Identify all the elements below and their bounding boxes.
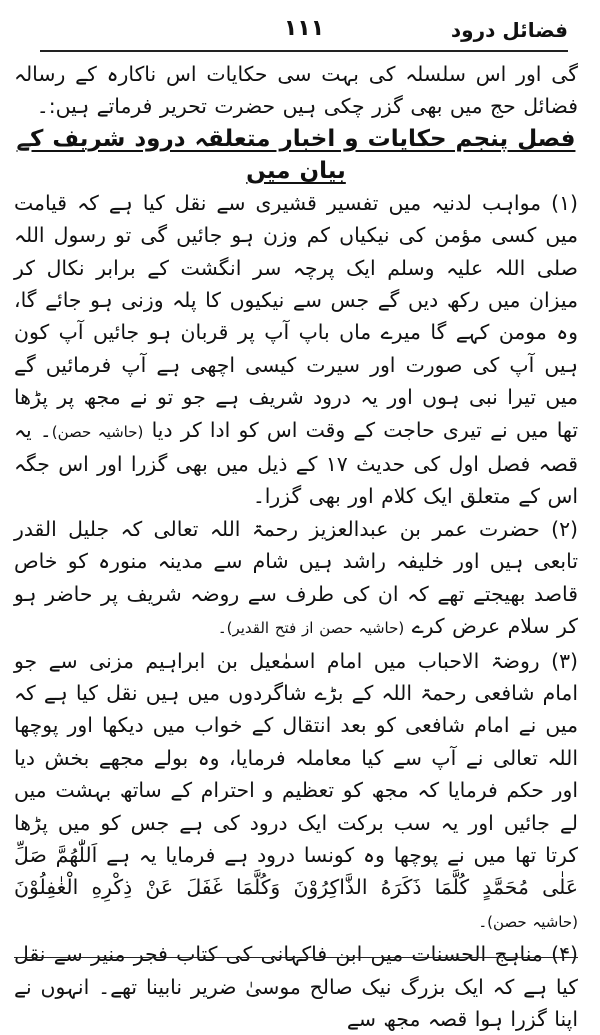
citation-2: (حاشیہ حصن از فتح القدیر)۔ [217, 619, 405, 638]
story-number-2: (۲) [551, 516, 578, 541]
story-paragraph-3 [14, 645, 578, 939]
citation-1: (حاشیہ حصن) [51, 422, 144, 441]
story-text-1: مواہب لدنیہ میں تفسیر قشیری سے نقل کیا ہے کہ قیامت میں کسی مؤمن کی نیکیاں کم وزن ہو جائیں گی تو رسول اللہ صلی اللہ علیہ وسلم ایک پرچہ سر انگشت کے برابر نکال کر میزان میں رکھ دیں گے جس سے نیکیوں کا پلہ وزنی ہو جائے گا، وہ مومن کہے گا میرے ماں باپ آپ پر قربان ہو جائیں آپ کون ہیں آپ کی صورت اور سیرت کیسی اچھی ہے آپ فرمائیں گے میں تیرا نبی ہوں اور یہ درود شریف ہے جو تو نے مجھ پر پڑھا تھا میں نے تیری حاجت کے وقت اس کو ادا کر دیا [14, 190, 578, 442]
section-heading-text: فصل پنجم حکایات و اخبار متعلقہ درود شریف کے بیان میں [16, 125, 576, 184]
footer-rule [14, 957, 578, 958]
page-number: ۱۱۱ [283, 16, 325, 41]
citation-3: (حاشیہ حصن)۔ [478, 912, 578, 931]
story-paragraph-4 [14, 938, 578, 1035]
story-text-3: روضۃ الاحباب میں امام اسمٰعیل بن ابراہیم مزنی سے جو امام شافعی رحمۃ اللہ کے بڑے شاگردوں میں ہیں نقل کیا ہے کہ میں نے امام شافعی کو بعد انتقال کے خواب میں دیکھا اور پوچھا اللہ تعالی نے آپ سے کیا معاملہ فرمایا، وہ بولے مجھے بخش دیا اور حکم فرمایا کہ مجھ کو تعظیم و احترام کے ساتھ بہشت میں لے جائیں اور یہ سب برکت ایک درود کی ہے جس کو میں پڑھا کرتا تھا میں نے پوچھا وہ کونسا درود ہے فرمایا یہ ہے اَللّٰهُمَّ صَلِّ عَلٰی مُحَمَّدٍ كُلَّمَا ذَكَرَهُ الذَّاكِرُوْنَ وَكُلَّمَا غَفَلَ عَنْ ذِكْرِهِ الْغٰفِلُوْنَ [14, 648, 578, 900]
story-tail-1: ۔ یہ قصہ فصل اول کی حدیث ۱۷ کے ذیل میں بھی گزرا اور اس جگہ اس کے متعلق ایک کلام اور بھی گزرا۔ [14, 417, 578, 509]
page-body [14, 58, 579, 1031]
story-number-4: (۴) [551, 942, 578, 967]
story-text-2: حضرت عمر بن عبدالعزیز رحمۃ اللہ تعالی کہ جلیل القدر تابعی ہیں اور خلیفہ راشد ہیں شام سے مدینہ منورہ کو خاص قاصد بھیجتے تھے کہ ان کی طرف سے روضہ شریف پر حاضر ہو کر سلام عرض کرے [14, 516, 578, 639]
story-paragraph-1 [14, 187, 578, 513]
story-number-3: (۳) [551, 648, 579, 673]
intro-paragraph: گی اور اس سلسلہ کی بہت سی حکایات اس ناکارہ کے رسالہ فضائل حج میں بھی گزر چکی ہیں حضرت تحریر فرماتے ہیں:۔ [14, 62, 578, 119]
section-heading [14, 123, 578, 187]
page-header [40, 14, 568, 52]
story-number-1: (۱) [551, 190, 579, 215]
running-title: فضائل درود [450, 18, 568, 42]
story-paragraph-2 [14, 513, 578, 645]
story-text-4: مناہج الحسنات میں ابن فاکہانی کی کتاب فجر منیر سے نقل کیا ہے کہ ایک بزرگ نیک صالح موسیٰ ضریر نابینا تھے۔ انہوں نے اپنا گزرا ہوا قصہ مجھ سے [14, 942, 578, 1031]
